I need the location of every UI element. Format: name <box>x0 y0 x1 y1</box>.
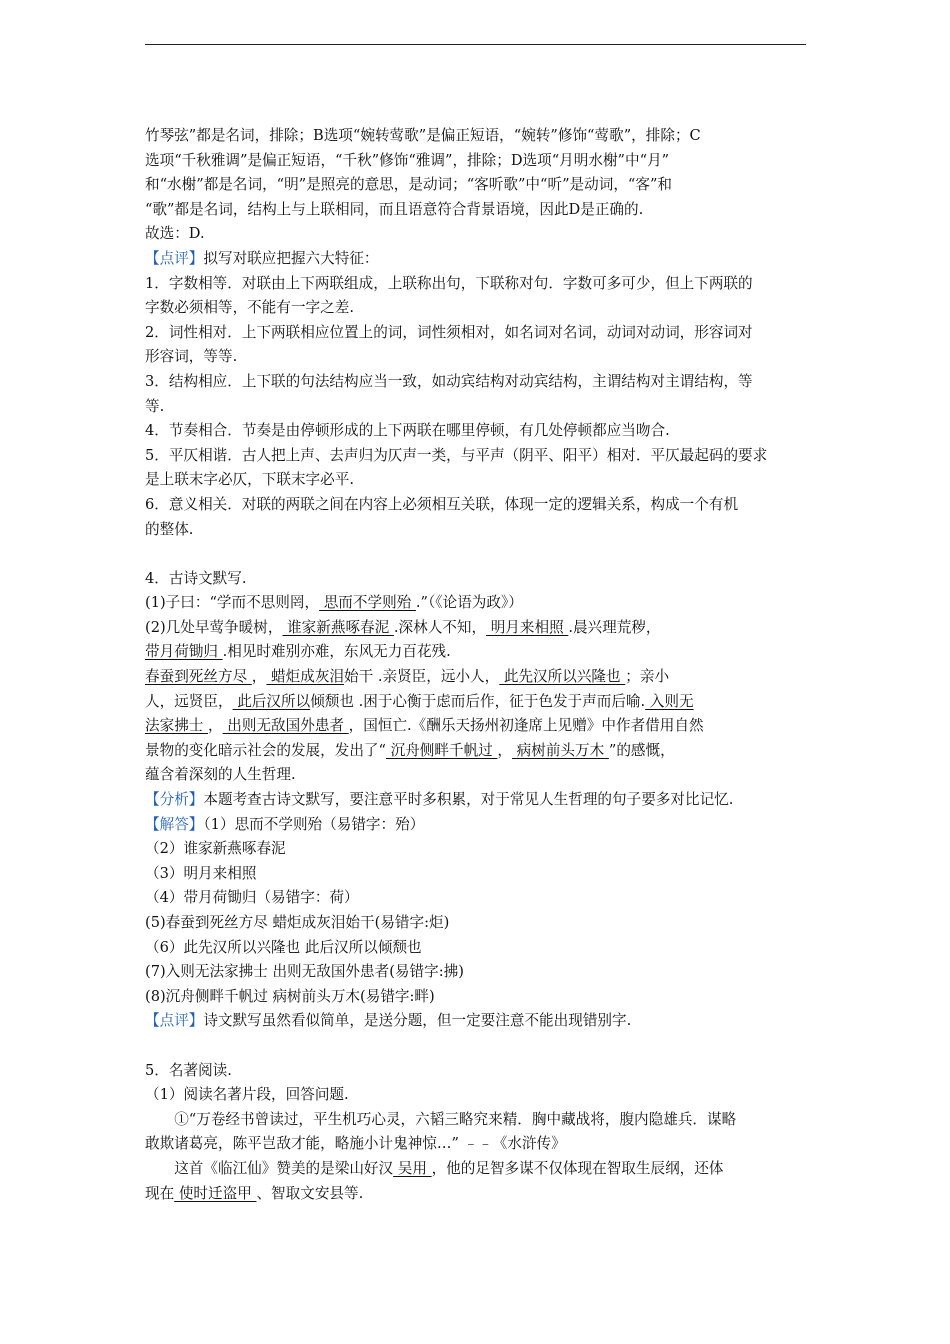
question-sub: （1）阅读名著片段，回答问题. <box>145 1086 349 1104</box>
text-run: ，他的足智多谋不仅体现在智取生辰纲，还体 <box>431 1159 724 1177</box>
filled-answer: 思而不学则殆 <box>319 594 416 612</box>
question-4 <box>145 567 807 1034</box>
text-run: .”（《论语为政》） <box>415 594 523 612</box>
filled-answer: 吴用 <box>393 1159 432 1177</box>
question-line <box>145 739 807 764</box>
filled-answer: 入则无 <box>645 692 694 710</box>
answer-line <box>145 813 807 838</box>
text-run: (2)几处早莺争暖树， <box>145 618 283 636</box>
filled-answer: 带月荷锄归 <box>145 643 223 661</box>
question-title: 5．名著阅读. <box>145 1061 232 1079</box>
intro-line: 和“水榭”都是名词，“明”是照亮的意思，是动词；“客听歌”中“听”是动词，“客”和 <box>145 176 673 194</box>
quote-line: ①“万卷经书曾读过，平生机巧心灵，六韬三略究来精．胸中藏战将，腹内隐雄兵．谋略 <box>174 1110 737 1128</box>
text-run: ，国恒亡.《酬乐天扬州初逢席上见赠》中作者借用自然 <box>348 717 704 735</box>
analysis-text: 本题考查古诗文默写，要注意平时多积累，对于常见人生哲理的句子要多对比记忆. <box>203 791 734 809</box>
review-section-1 <box>145 247 807 542</box>
question-line <box>145 714 807 739</box>
quote-line: 敢欺诸葛亮，陈平岂敌才能，略施小计鬼神惊…” ﹣﹣《水浒传》 <box>145 1135 566 1153</box>
review-item: 5．平仄相谐．古人把上声、去声归为仄声一类，与平声（阴平、阳平）相对．平仄最起码的要求 <box>145 446 768 464</box>
text-run: 景物的变化暗示社会的发展，发出了“ <box>145 741 386 759</box>
spacer <box>145 1034 807 1059</box>
text-run: 始干 .亲贤臣，远小人， <box>344 668 500 686</box>
review-item: 1．字数相等．对联由上下两联组成，上联称出句，下联称对句．字数可多可少，但上下两联的 <box>145 274 753 292</box>
question-line <box>145 665 807 690</box>
filled-answer: 明月来相照 <box>486 618 569 636</box>
question-line <box>145 690 807 715</box>
filled-answer: 沉舟侧畔千帆过 <box>385 741 498 759</box>
question-line <box>145 591 807 616</box>
answer-line: （3）明月来相照 <box>145 864 257 882</box>
question-line <box>145 616 807 641</box>
text-run: ， <box>497 741 513 759</box>
answer-line: （6）此先汉所以兴隆也 此后汉所以倾颓也 <box>145 938 422 956</box>
review-item: 是上联末字必仄，下联末字必平. <box>145 471 354 489</box>
question-line <box>145 1157 807 1182</box>
intro-line: 选项“千秋雅调”是偏正短语，“千秋”修饰“雅调”，排除；D选项“月明水榭”中“月” <box>145 151 670 169</box>
text-run: .深林人不知， <box>393 618 487 636</box>
answer-line: (8)沉舟侧畔千帆过 病树前头万木(易错字:畔) <box>145 987 435 1005</box>
answer-line: （4）带月荷锄归（易错字：荷） <box>145 889 359 907</box>
text-run: ， <box>208 717 223 735</box>
intro-line: 竹琴弦”都是名词，排除；B选项“婉转莺歌”是偏正短语，“婉转”修饰“莺歌”，排除；C <box>145 127 701 144</box>
review-item: 6．意义相关．对联的两联之间在内容上必须相互关联，体现一定的逻辑关系，构成一个有机 <box>145 495 739 513</box>
text-run: .晨兴理荒秽， <box>568 618 661 636</box>
text-run: ， <box>251 668 267 686</box>
review-item: 形容词，等等. <box>145 348 238 366</box>
filled-answer: 谁家新燕啄春泥 <box>282 618 394 636</box>
filled-answer: 出则无敌国外患者 <box>222 717 349 735</box>
analysis-tag: 【分析】 <box>145 791 204 809</box>
filled-answer: 法家拂士 <box>145 717 209 735</box>
text-run: (1)子曰：“学而不思则罔， <box>145 594 320 612</box>
question-title: 4．古诗文默写. <box>145 569 247 587</box>
answer-tag: 【解答】 <box>145 815 204 833</box>
question-line: 蕴含着深刻的人生哲理. <box>145 766 296 784</box>
text-run: 、智取文安县等. <box>256 1184 364 1202</box>
analysis-line <box>145 788 807 813</box>
answer-line: (7)入则无法家拂士 出则无敌国外患者(易错字:拂) <box>145 963 464 981</box>
review-line <box>145 1009 807 1034</box>
text-run: 人，远贤臣， <box>145 692 233 710</box>
answer-line: （2）谁家新燕啄春泥 <box>145 840 286 858</box>
review-item: 字数必须相等，不能有一字之差. <box>145 299 354 317</box>
review-tag: 【点评】 <box>145 1012 204 1030</box>
question-line <box>145 1182 807 1207</box>
review-tag: 【点评】 <box>145 249 204 267</box>
text-run: ”的感慨， <box>608 741 675 759</box>
answer-line: (5)春蚕到死丝方尽 蜡炬成灰泪始干(易错字:炬) <box>145 914 450 931</box>
spacer <box>145 542 807 567</box>
question-line <box>145 640 807 665</box>
text-run: 现在 <box>145 1184 175 1202</box>
intro-section <box>145 124 807 247</box>
filled-answer: 病树前头万木 <box>512 741 609 759</box>
text-run: 倾颓也 .困于心衡于虑而后作，征于色发于声而后喻. <box>310 692 646 710</box>
review-lead-text: 拟写对联应把握六大特征： <box>203 249 379 267</box>
text-run: 这首《临江仙》赞美的是梁山好汉 <box>174 1159 394 1177</box>
review-item: 4．节奏相合．节奏是由停顿形成的上下两联在哪里停顿，有几处停顿都应当吻合. <box>145 422 670 440</box>
filled-answer: 蜡炬成灰泪 <box>266 668 345 686</box>
intro-line: “歌”都是名词，结构上与上联相同，而且语意符合背景语境，因此D是正确的. <box>145 200 644 218</box>
review-text: 诗文默写虽然看似简单，是送分题，但一定要注意不能出现错别字. <box>203 1012 632 1030</box>
question-5 <box>145 1059 807 1207</box>
answer-text: （1）思而不学则殆（易错字：殆） <box>203 815 425 833</box>
filled-answer: 春蚕到死丝方尽 <box>145 668 252 686</box>
text-run: .相见时难别亦难，东风无力百花残. <box>222 643 451 661</box>
filled-answer: 使时迁盗甲 <box>174 1184 257 1202</box>
review-item: 2．词性相对．上下两联相应位置上的词，词性须相对，如名词对名词，动词对动词，形容词对 <box>145 323 753 341</box>
review-item: 3．结构相应．上下联的句法结构应当一致，如动宾结构对动宾结构，主谓结构对主谓结构，等 <box>145 372 753 390</box>
page-content <box>145 124 807 1206</box>
filled-answer: 此后汉所以 <box>232 692 311 710</box>
text-run: ；亲小 <box>625 668 670 686</box>
header-rule <box>145 44 806 45</box>
review-item: 的整体. <box>145 520 194 538</box>
review-item: 等. <box>145 397 165 415</box>
review-lead <box>145 247 807 272</box>
filled-answer: 此先汉所以兴隆也 <box>499 668 626 686</box>
answer-choice: 故选：D. <box>145 225 205 243</box>
